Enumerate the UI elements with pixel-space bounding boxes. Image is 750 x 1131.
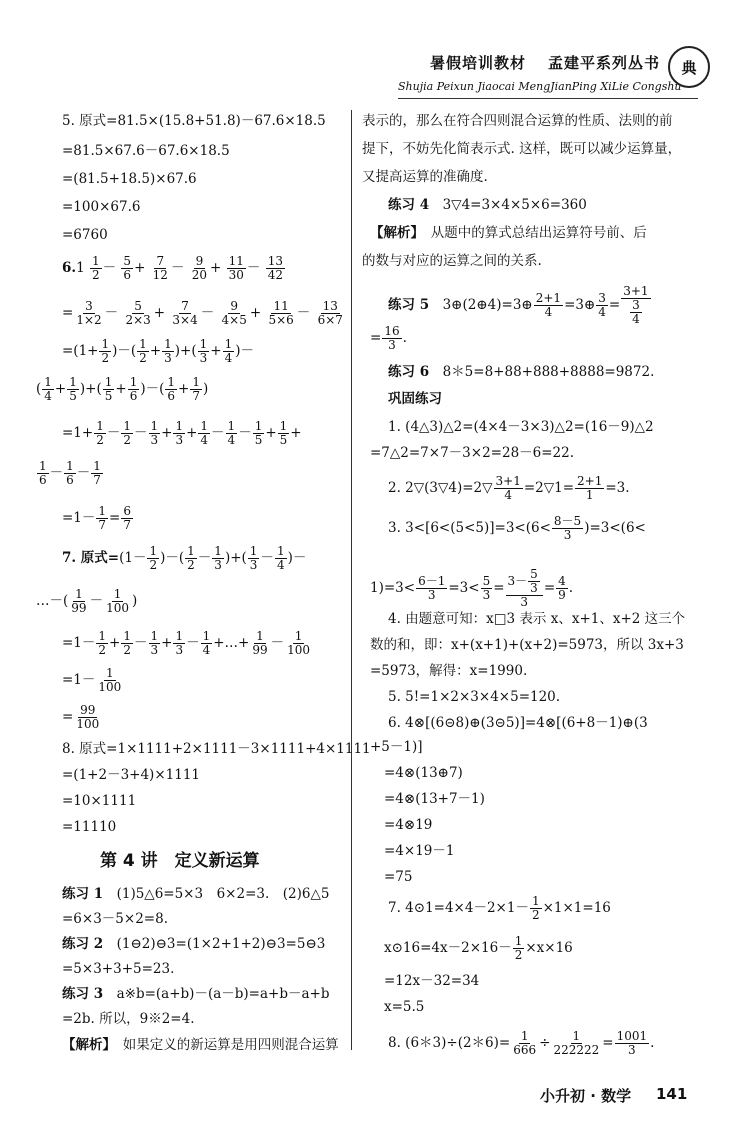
ex3-line: 练习 3 a※b=(a+b)－(a－b)=a+b－a+b <box>62 986 330 1002</box>
q4-line: 4. 由题意可知：x□3 表示 x、x+1、x+2 这三个 <box>388 611 686 627</box>
q7-line2: x⊙16=4x－2×16－ $\frac{1}{2}$ ×x×16 <box>384 934 573 962</box>
jiexi1-line: 【解析】 如果定义的新运算是用四则混合运算 <box>62 1037 339 1053</box>
q8-line: 8. (6＊3)÷(2＊6)= $\frac{1}{666}$ ÷ $\frac{1}{222222}$ = $\frac{1001}{3}$ . <box>388 1029 655 1057</box>
p7-line4: =1－ $\frac{1}{100}$ <box>62 666 122 694</box>
ex2-line: 练习 2 (1⊖2)⊖3=(1×2+1+2)⊖3=5⊖3 <box>62 936 326 952</box>
p8-line2: =(1+2－3+4)×1111 <box>62 767 200 783</box>
p8-line1: 8. 原式=1×1111+2×1111－3×1111+4×1111 <box>62 741 371 757</box>
ex5-result: = $\frac{16}{3}$ . <box>370 324 407 352</box>
q7-line3: =12x－32=34 <box>384 973 480 989</box>
header-title-right: 孟建平系列丛书 <box>548 54 661 72</box>
header-subtitle: Shujia Peixun Jiaocai MengJianPing XiLie Congshu <box>398 80 682 93</box>
header-rule <box>398 98 698 99</box>
p6-line5: =1+ $\frac{1}{2}$ － $\frac{1}{2}$ － $\frac{1}{3}$ + $\frac{1}{3}$ + $\frac{1}{4}$ － $\frac{1}{4}$ － $\frac{1}{5}$ + $\frac{1}{5}$ + <box>62 419 302 447</box>
q2-line: 2. 2▽(3▽4)=2▽ $\frac{3+1}{4}$ =2▽1= $\frac{2+1}{1}$ =3. <box>388 474 630 502</box>
section-title: 第 4 讲 定义新运算 <box>100 851 260 871</box>
p6-line2: = $\frac{3}{1\times 2}$ － $\frac{5}{2\times 3}$ + $\frac{7}{3\times 4}$ － $\frac{9}{4\times 5}$ + $\frac{11}{5\times 6}$ － $\frac{13}{6\times 7}$ <box>62 299 343 327</box>
q6-line2: +5－1)] <box>370 739 423 755</box>
p7-line5: = $\frac{99}{100}$ <box>62 703 100 731</box>
q6-line5: =4⊗19 <box>384 817 433 833</box>
q6-line6: =4×19－1 <box>384 843 455 859</box>
ex4-line: 练习 4 3▽4=3×4×5×6=360 <box>388 197 587 213</box>
q7-line: 7. 4⊙1=4×4－2×1－ $\frac{1}{2}$ ×1×1=16 <box>388 894 611 922</box>
p6-line1: 6.1 $\frac{1}{2}$ － $\frac{5}{6}$ + $\frac{7}{12}$ － $\frac{9}{20}$ + $\frac{11}{30}$ － $\frac{13}{42}$ <box>62 254 283 282</box>
q1-line: 1. (4△3)△2=(4×4－3×3)△2=(16－9)△2 <box>388 419 654 435</box>
logo-text: 典 <box>681 58 697 77</box>
p5-line4: =100×67.6 <box>62 199 141 215</box>
q6-line7: =75 <box>384 869 413 885</box>
ex2-line2: =5×3+3+5=23. <box>62 961 175 977</box>
p8-line3: =10×1111 <box>62 793 137 809</box>
p6-final: =1－ $\frac{1}{7}$ = $\frac{6}{7}$ <box>62 504 131 532</box>
publisher-logo <box>668 46 710 88</box>
p5-line5: =6760 <box>62 227 108 243</box>
q6-line: 6. 4⊗[(6⊝8)⊕(3⊝5)]=4⊗[(6+8－1)⊕(3 <box>388 715 648 731</box>
ex6-line: 练习 6 8＊5=8+88+888+8888=9872. <box>388 364 655 380</box>
q4-line2: 数的和，即：x+(x+1)+(x+2)=5973，所以 3x+3 <box>370 637 684 653</box>
gonggu-heading: 巩固练习 <box>388 391 442 407</box>
ex1-line: 练习 1 (1)5△6=5×3 6×2=3. (2)6△5 <box>62 886 330 902</box>
q6-line3: =4⊗(13⊕7) <box>384 765 463 781</box>
q5-line: 5. 5!=1×2×3×4×5=120. <box>388 689 561 705</box>
q3-line: 3. 3<[6<(5<5)]=3<(6< $\frac{8-5}{3}$ )=3<(6< <box>388 514 646 542</box>
q1-line2: =7△2=7×7－3×2=28－6=22. <box>370 445 575 461</box>
q6-line4: =4⊗(13+7－1) <box>384 791 485 807</box>
p6-line4: ( $\frac{1}{4}$ + $\frac{1}{5}$ )+( $\frac{1}{5}$ + $\frac{1}{6}$ )－( $\frac{1}{6}$ + $\frac{1}{7}$ ) <box>36 375 209 403</box>
p7-line3: =1－ $\frac{1}{2}$ + $\frac{1}{2}$ － $\frac{1}{3}$ + $\frac{1}{3}$ － $\frac{1}{4}$ +…+ $\frac{1}{99}$ － $\frac{1}{100}$ <box>62 629 311 657</box>
r-line1: 表示的，那么在符合四则混合运算的性质、法则的前 <box>362 113 673 129</box>
p7-line1: 7. 原式=(1－ $\frac{1}{2}$ )－( $\frac{1}{2}$ － $\frac{1}{3}$ )+( $\frac{1}{3}$ － $\frac{1}{4}$ )－ <box>62 544 307 572</box>
p5-line1: 5. 原式=81.5×(15.8+51.8)－67.6×18.5 <box>62 113 326 129</box>
column-divider <box>351 110 352 1050</box>
q3-line2: 1)=3< $\frac{6-1}{3}$ =3< $\frac{5}{3}$ = 3－ $\frac{5}{3}$ 3 = $\frac{4}{9}$ . <box>370 567 574 609</box>
ex5-line: 练习 5 3⊕(2⊕4)=3⊕ $\frac{2+1}{4}$ =3⊕ $\frac{3}{4}$ = $\frac{3+1}{\frac{3}{4}}$ <box>388 284 649 326</box>
p6-line6: $\frac{1}{6}$ － $\frac{1}{6}$ － $\frac{1}{7}$ <box>39 459 101 487</box>
q7-line4: x=5.5 <box>384 999 425 1015</box>
p6-line3: =(1+ $\frac{1}{2}$ )－( $\frac{1}{2}$ + $\frac{1}{3}$ )+( $\frac{1}{3}$ + $\frac{1}{4}$ )－ <box>62 337 254 365</box>
ex3-line2: =2b. 所以，9※2=4. <box>62 1011 195 1027</box>
footer-label: 小升初 · 数学 <box>540 1087 632 1105</box>
r-line2: 提下，不妨先化简表示式. 这样，既可以减少运算量， <box>362 141 682 157</box>
ex1-line2: =6×3－5×2=8. <box>62 911 168 927</box>
r-line3: 又提高运算的准确度. <box>362 169 488 185</box>
q4-line3: =5973，解得：x=1990. <box>370 663 528 679</box>
p8-line4: =11110 <box>62 819 117 835</box>
header-title-left: 暑假培训教材 <box>430 54 527 72</box>
page-number: 141 <box>656 1085 688 1103</box>
jiexi2-line2: 的数与对应的运算之间的关系. <box>362 253 542 269</box>
p5-line3: =(81.5+18.5)×67.6 <box>62 171 197 187</box>
jiexi2-line: 【解析】 从题中的算式总结出运算符号前、后 <box>370 225 647 241</box>
p5-line2: =81.5×67.6－67.6×18.5 <box>62 143 230 159</box>
p7-line2: …－( $\frac{1}{99}$ － $\frac{1}{100}$ ) <box>36 587 138 615</box>
